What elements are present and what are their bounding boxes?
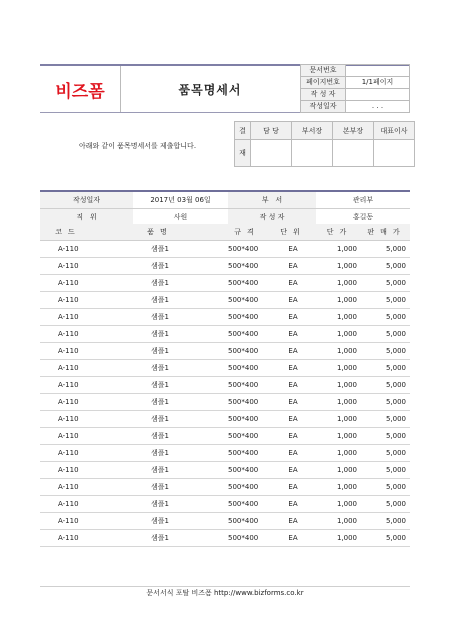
- cell-code: A-110: [40, 292, 96, 309]
- cell-spec: 500*400: [224, 479, 270, 496]
- approval-role: 대표이사: [374, 122, 415, 140]
- info-key: 작성일자: [40, 191, 133, 209]
- signature-box[interactable]: [251, 140, 292, 167]
- cell-spec: 500*400: [224, 411, 270, 428]
- cell-name: 샘플1: [96, 513, 224, 530]
- cell-unit: EA: [270, 479, 316, 496]
- cell-name: 샘플1: [96, 326, 224, 343]
- table-row: [40, 343, 410, 360]
- table-row: [40, 258, 410, 275]
- cell-unit: EA: [270, 241, 316, 258]
- info-key: 직 위: [40, 209, 133, 226]
- cell-sale-price: 5,000: [363, 394, 410, 411]
- cell-code: A-110: [40, 326, 96, 343]
- table-row: [40, 275, 410, 292]
- meta-key: 작 성 자: [301, 89, 346, 101]
- cell-sale-price: 5,000: [363, 309, 410, 326]
- cell-sale-price: 5,000: [363, 496, 410, 513]
- cell-unit-price: 1,000: [316, 292, 363, 309]
- cell-spec: 500*400: [224, 343, 270, 360]
- table-row: [40, 428, 410, 445]
- cell-unit: EA: [270, 309, 316, 326]
- col-header-unit-price: 단가: [316, 224, 363, 241]
- logo: 비즈폼: [40, 66, 121, 112]
- approval-table: [234, 121, 415, 167]
- cell-unit-price: 1,000: [316, 275, 363, 292]
- cell-code: A-110: [40, 394, 96, 411]
- cell-unit-price: 1,000: [316, 428, 363, 445]
- meta-value: [346, 89, 410, 101]
- col-header-spec: 규격: [224, 224, 270, 241]
- footer-rule: [40, 586, 410, 587]
- cell-unit: EA: [270, 530, 316, 547]
- table-row: [40, 496, 410, 513]
- cell-unit: EA: [270, 462, 316, 479]
- cell-name: 샘플1: [96, 479, 224, 496]
- cell-spec: 500*400: [224, 326, 270, 343]
- cell-sale-price: 5,000: [363, 445, 410, 462]
- approval-role: 부서장: [292, 122, 333, 140]
- table-row: [40, 394, 410, 411]
- cell-unit-price: 1,000: [316, 496, 363, 513]
- cell-unit-price: 1,000: [316, 445, 363, 462]
- cell-unit-price: 1,000: [316, 309, 363, 326]
- meta-key: 작성일자: [301, 101, 346, 113]
- cell-unit: EA: [270, 496, 316, 513]
- cell-sale-price: 5,000: [363, 377, 410, 394]
- table-row: [40, 292, 410, 309]
- cell-unit: EA: [270, 394, 316, 411]
- table-row: [40, 241, 410, 258]
- table-row: [40, 377, 410, 394]
- cell-code: A-110: [40, 343, 96, 360]
- cell-code: A-110: [40, 513, 96, 530]
- cell-sale-price: 5,000: [363, 360, 410, 377]
- cell-sale-price: 5,000: [363, 513, 410, 530]
- items-header-row: [40, 224, 410, 241]
- cell-unit: EA: [270, 428, 316, 445]
- cell-code: A-110: [40, 530, 96, 547]
- cell-unit: EA: [270, 411, 316, 428]
- table-row: [40, 326, 410, 343]
- items-body: [40, 241, 410, 547]
- info-key: 부 서: [228, 191, 316, 209]
- meta-table: [300, 64, 410, 113]
- cell-unit: EA: [270, 343, 316, 360]
- cell-name: 샘플1: [96, 428, 224, 445]
- col-header-unit: 단위: [270, 224, 316, 241]
- cell-unit-price: 1,000: [316, 394, 363, 411]
- meta-row: [301, 65, 410, 77]
- cell-unit-price: 1,000: [316, 530, 363, 547]
- meta-key: 페이지번호: [301, 77, 346, 89]
- table-row: [40, 530, 410, 547]
- cell-sale-price: 5,000: [363, 343, 410, 360]
- cell-unit-price: 1,000: [316, 326, 363, 343]
- cell-sale-price: 5,000: [363, 479, 410, 496]
- cell-spec: 500*400: [224, 360, 270, 377]
- cell-name: 샘플1: [96, 241, 224, 258]
- cell-code: A-110: [40, 360, 96, 377]
- table-row: [40, 479, 410, 496]
- cell-unit-price: 1,000: [316, 462, 363, 479]
- meta-key: 문서번호: [301, 65, 346, 77]
- signature-box[interactable]: [374, 140, 415, 167]
- info-table: [40, 190, 410, 226]
- cell-spec: 500*400: [224, 428, 270, 445]
- cell-spec: 500*400: [224, 258, 270, 275]
- cell-name: 샘플1: [96, 343, 224, 360]
- info-key: 작 성 자: [228, 209, 316, 226]
- approval-role: 본부장: [333, 122, 374, 140]
- cell-code: A-110: [40, 428, 96, 445]
- cell-unit: EA: [270, 275, 316, 292]
- approval-role: 담 당: [251, 122, 292, 140]
- cell-name: 샘플1: [96, 530, 224, 547]
- signature-box[interactable]: [333, 140, 374, 167]
- footer-text: 문서서식 포탈 비즈폼 http://www.bizforms.co.kr: [146, 589, 304, 597]
- cell-spec: 500*400: [224, 496, 270, 513]
- cell-spec: 500*400: [224, 513, 270, 530]
- cell-unit: EA: [270, 445, 316, 462]
- cell-code: A-110: [40, 275, 96, 292]
- cell-code: A-110: [40, 479, 96, 496]
- cell-name: 샘플1: [96, 462, 224, 479]
- cell-name: 샘플1: [96, 377, 224, 394]
- cell-spec: 500*400: [224, 377, 270, 394]
- cell-code: A-110: [40, 241, 96, 258]
- meta-value: [346, 65, 410, 77]
- info-value: 2017년 03월 06일: [133, 191, 228, 209]
- approval-label-top: 결: [235, 122, 251, 140]
- cell-code: A-110: [40, 445, 96, 462]
- cell-unit: EA: [270, 292, 316, 309]
- cell-unit-price: 1,000: [316, 343, 363, 360]
- cell-name: 샘플1: [96, 445, 224, 462]
- cell-code: A-110: [40, 411, 96, 428]
- table-row: [40, 462, 410, 479]
- table-row: [40, 411, 410, 428]
- cell-unit: EA: [270, 258, 316, 275]
- cell-name: 샘플1: [96, 360, 224, 377]
- info-row: [40, 209, 410, 226]
- cell-unit-price: 1,000: [316, 513, 363, 530]
- cell-unit: EA: [270, 513, 316, 530]
- cell-name: 샘플1: [96, 496, 224, 513]
- meta-value: . . .: [346, 101, 410, 113]
- cell-name: 샘플1: [96, 411, 224, 428]
- cell-code: A-110: [40, 309, 96, 326]
- items-table: [40, 224, 410, 547]
- meta-row: [301, 89, 410, 101]
- info-value: 홍길동: [316, 209, 410, 226]
- submission-statement: 아래와 같이 품목명세서를 제출합니다.: [78, 142, 197, 150]
- info-row: [40, 191, 410, 209]
- table-row: [40, 445, 410, 462]
- cell-spec: 500*400: [224, 394, 270, 411]
- cell-sale-price: 5,000: [363, 275, 410, 292]
- cell-spec: 500*400: [224, 530, 270, 547]
- cell-spec: 500*400: [224, 462, 270, 479]
- meta-value: 1/1페이지: [346, 77, 410, 89]
- document-title: 품목명세서: [178, 82, 242, 97]
- cell-spec: 500*400: [224, 275, 270, 292]
- cell-sale-price: 5,000: [363, 292, 410, 309]
- cell-sale-price: 5,000: [363, 326, 410, 343]
- cell-unit: EA: [270, 360, 316, 377]
- cell-sale-price: 5,000: [363, 428, 410, 445]
- cell-sale-price: 5,000: [363, 411, 410, 428]
- cell-name: 샘플1: [96, 292, 224, 309]
- cell-name: 샘플1: [96, 258, 224, 275]
- cell-spec: 500*400: [224, 241, 270, 258]
- approval-label-bottom: 재: [235, 140, 251, 167]
- cell-unit-price: 1,000: [316, 241, 363, 258]
- cell-name: 샘플1: [96, 309, 224, 326]
- cell-unit: EA: [270, 377, 316, 394]
- cell-code: A-110: [40, 496, 96, 513]
- cell-unit-price: 1,000: [316, 258, 363, 275]
- cell-unit-price: 1,000: [316, 411, 363, 428]
- info-value: 사원: [133, 209, 228, 226]
- cell-code: A-110: [40, 462, 96, 479]
- col-header-name: 품명: [96, 224, 224, 241]
- cell-spec: 500*400: [224, 445, 270, 462]
- cell-code: A-110: [40, 258, 96, 275]
- meta-row: [301, 77, 410, 89]
- table-row: [40, 309, 410, 326]
- cell-unit-price: 1,000: [316, 360, 363, 377]
- cell-code: A-110: [40, 377, 96, 394]
- cell-name: 샘플1: [96, 394, 224, 411]
- cell-spec: 500*400: [224, 292, 270, 309]
- cell-spec: 500*400: [224, 309, 270, 326]
- col-header-code: 코드: [40, 224, 96, 241]
- cell-sale-price: 5,000: [363, 462, 410, 479]
- meta-row: [301, 101, 410, 113]
- cell-unit: EA: [270, 326, 316, 343]
- cell-sale-price: 5,000: [363, 530, 410, 547]
- cell-name: 샘플1: [96, 275, 224, 292]
- cell-sale-price: 5,000: [363, 258, 410, 275]
- info-value: 관리부: [316, 191, 410, 209]
- table-row: [40, 360, 410, 377]
- col-header-sale-price: 판매가: [363, 224, 410, 241]
- cell-unit-price: 1,000: [316, 377, 363, 394]
- cell-sale-price: 5,000: [363, 241, 410, 258]
- cell-unit-price: 1,000: [316, 479, 363, 496]
- signature-box[interactable]: [292, 140, 333, 167]
- table-row: [40, 513, 410, 530]
